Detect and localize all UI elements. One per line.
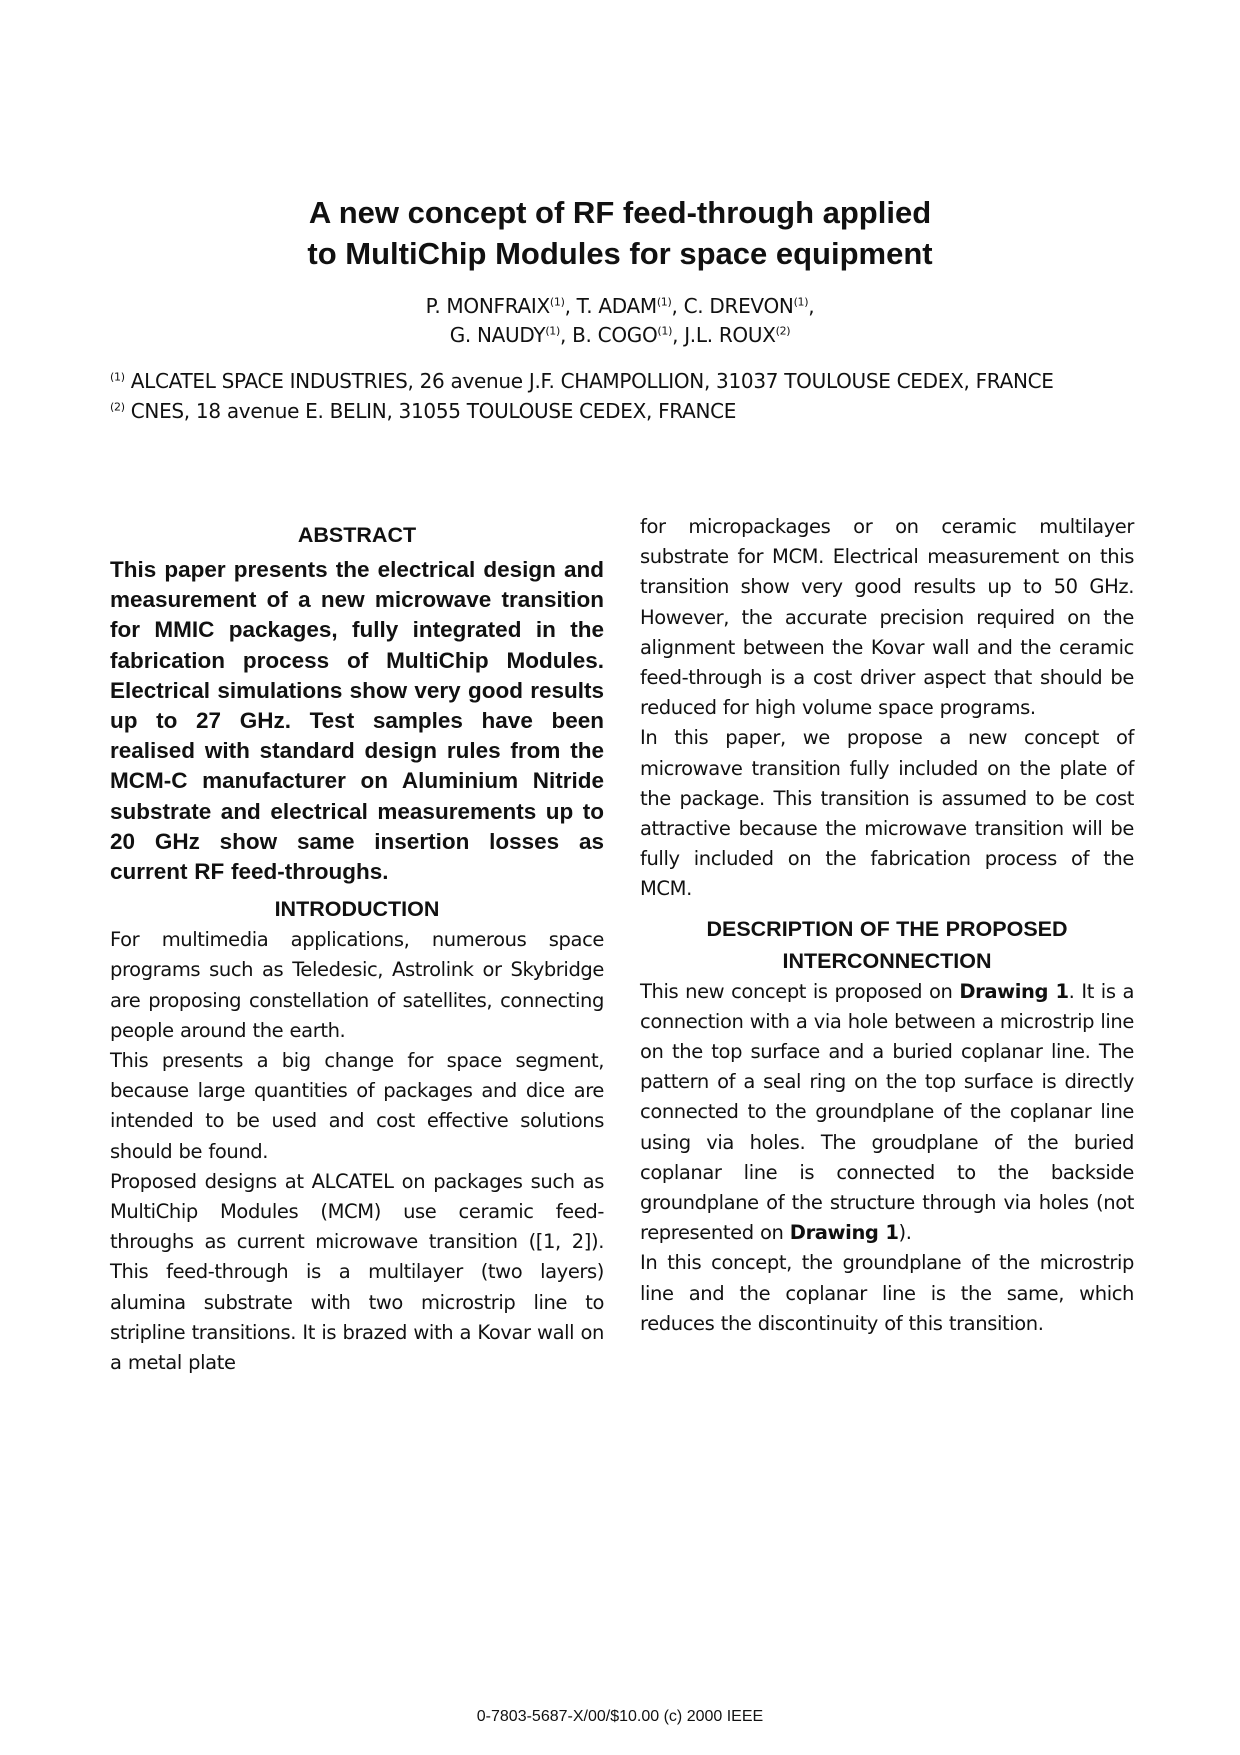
text-run: This new concept is proposed on [640, 979, 960, 1003]
author-name: , J.L. ROUX [672, 323, 776, 347]
affiliation-marker: (1) [656, 295, 672, 309]
affiliation-marker: (1) [793, 295, 809, 309]
author-name: G. NAUDY [449, 323, 546, 347]
author-line-1 [0, 292, 1240, 321]
author-line-2 [0, 321, 1240, 350]
affiliation-text: ALCATEL SPACE INDUSTRIES, 26 avenue J.F. CHAMPOLLION, 31037 TOULOUSE CEDEX, FRANCE [124, 369, 1054, 393]
drawing-reference: Drawing 1 [789, 1221, 899, 1245]
intro-paragraph: Proposed designs at ALCATEL on packages such as MultiChip Modules (MCM) use ceramic feed-throughs as current microwave transition ([1, 2]). This feed-through is a multilayer (two layers) alumina substrate with two microstrip line to stripline transitions. It is brazed with a Kovar wall on a metal plate [110, 1169, 604, 1375]
right-column [640, 512, 1134, 1339]
affiliation-marker: (1) [549, 295, 565, 309]
description-paragraph [640, 977, 1134, 1249]
drawing-reference: Drawing 1 [959, 979, 1069, 1003]
description-heading-line-1: DESCRIPTION OF THE PROPOSED [706, 916, 1068, 941]
affiliation-marker: (2) [775, 324, 791, 338]
intro-paragraph: This presents a big change for space segment, because large quantities of packages and dice are intended to be used and cost effective solutions should be found. [110, 1049, 604, 1163]
left-column [110, 519, 604, 1378]
description-heading-line-2: INTERCONNECTION [782, 948, 992, 973]
introduction-heading: INTRODUCTION [274, 897, 440, 922]
affiliation-text: CNES, 18 avenue E. BELIN, 31055 TOULOUSE CEDEX, FRANCE [124, 399, 737, 423]
affiliation-marker: (1) [545, 324, 560, 338]
intro-continuation: for micropackages or on ceramic multilayer substrate for MCM. Electrical measurement on this transition show very good results up to 50 GHz. However, the accurate precision required on the alignment between the Kovar wall and the ceramic feed-through is a cost driver aspect that should be reduced for high volume space programs. [640, 515, 1134, 720]
title-line-2: to MultiChip Modules for space equipment [307, 236, 933, 271]
author-name: , C. DREVON [671, 294, 794, 318]
affiliation-marker: (1) [657, 324, 673, 338]
author-name: P. MONFRAIX [425, 294, 550, 318]
description-paragraph: In this concept, the groundplane of the microstrip line and the coplanar line is the same, which reduces the discontinuity of this transition. [640, 1251, 1134, 1335]
affiliation-marker: (1) [110, 370, 125, 384]
text-run: . It is a connection with a via hole between a microstrip line on the top surface and a buried coplanar line. The pattern of a seal ring on the top surface is directly connected to the groundplane of the coplanar line using via holes. The groudplane of the buried coplanar line is connected to the backside groundplane of the structure through via holes (not represented on [640, 979, 1135, 1245]
description-heading [640, 913, 1134, 977]
author-name: , B. COGO [560, 323, 658, 347]
author-list [0, 292, 1240, 350]
intro-paragraph: In this paper, we propose a new concept of microwave transition fully included on the plate of the package. This transition is assumed to be cost attractive because the microwave transition will be fully included on the fabrication process of the MCM. [640, 726, 1134, 901]
intro-paragraph: For multimedia applications, numerous space programs such as Teledesic, Astrolink or Skybridge are proposing constellation of satellites, connecting people around the earth. [110, 928, 604, 1042]
affiliation-marker: (2) [110, 400, 125, 414]
title-line-1: A new concept of RF feed-through applied [308, 195, 932, 230]
copyright-footer: 0-7803-5687-X/00/$10.00 (c) 2000 IEEE [476, 1708, 764, 1725]
author-separator: , [808, 294, 815, 318]
text-run: ). [898, 1221, 912, 1245]
affiliation-list [110, 366, 1140, 426]
author-name: , T. ADAM [564, 294, 657, 318]
affiliation-2 [110, 396, 1140, 426]
abstract-body: This paper presents the electrical design and measurement of a new microwave transition for MMIC packages, fully integrated in the fabrication process of MultiChip Modules. Electrical simulations show very good results up to 27 GHz. Test samples have been realised with standard design rules from the MCM-C manufacturer on Aluminium Nitride substrate and electrical measurements up to 20 GHz show same insertion losses as current RF feed-throughs. [110, 557, 604, 885]
paper-title [0, 192, 1240, 274]
abstract-heading: ABSTRACT [297, 523, 417, 547]
affiliation-1 [110, 366, 1140, 396]
